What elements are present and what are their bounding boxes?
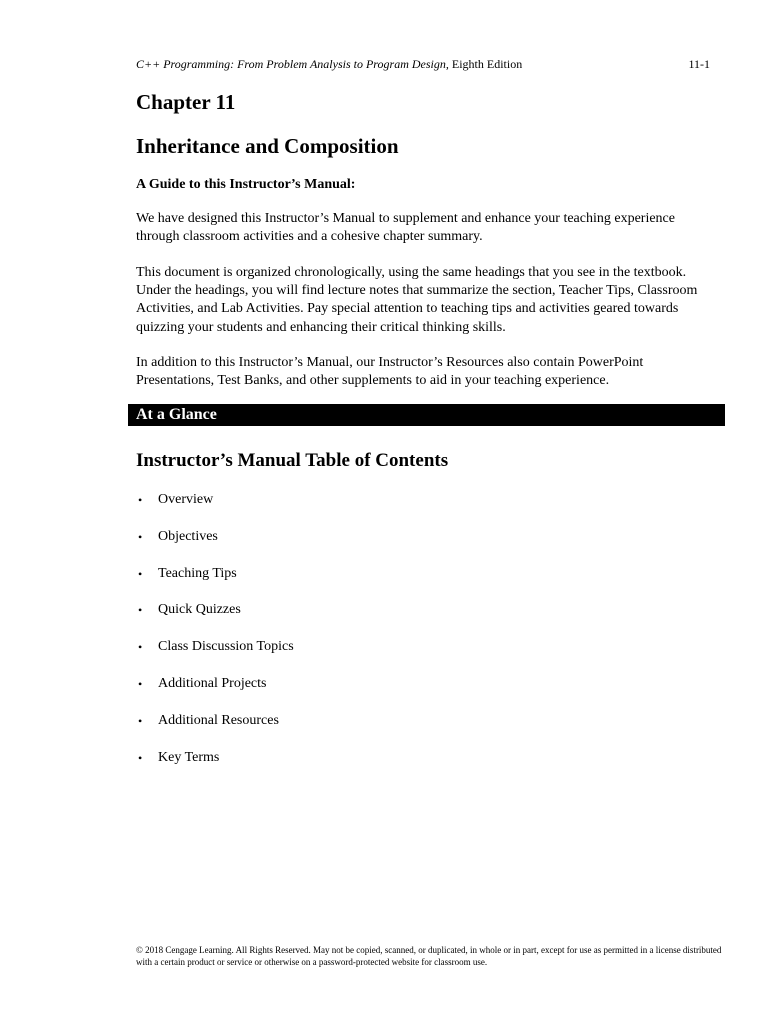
bullet-icon: •: [138, 640, 143, 655]
book-title: C++ Programming: From Problem Analysis to Program Design,: [136, 57, 449, 71]
copyright-footer: © 2018 Cengage Learning. All Rights Reserved. May not be copied, scanned, or duplicated, in whole or in part, except for use as permitted in a license distributed with a certain product or service or otherwise on a password-protected website for classroom use.: [136, 945, 722, 967]
book-edition: Eighth Edition: [451, 57, 523, 71]
toc-item-additional-projects: [136, 674, 294, 711]
toc-item-label: Objectives: [158, 528, 218, 544]
toc-item-label: Additional Projects: [158, 675, 267, 691]
page-number: 11-1: [688, 57, 710, 71]
guide-paragraph: In addition to this Instructor’s Manual, our Instructor’s Resources also contain PowerPoint Presentations, Test Banks, and other supplements to aid in your teaching experience.: [136, 355, 644, 389]
toc-item-label: Additional Resources: [158, 712, 279, 728]
bullet-icon: •: [138, 603, 143, 618]
toc-item-quick-quizzes: [136, 600, 294, 637]
guide-paragraph: This document is organized chronologically, using the same headings that you see in the textbook. Under the headings, you will find lecture notes that summarize the section, Teacher Tips, Classroom Activities, and Lab Activities. Pay special attention to teaching tips and activities geared towards quizzing your students and enhancing their critical thinking skills.: [136, 265, 698, 335]
toc-list: [136, 490, 294, 784]
toc-item-key-terms: [136, 748, 294, 785]
bullet-icon: •: [138, 750, 143, 765]
bullet-icon: •: [138, 713, 143, 728]
toc-item-teaching-tips: [136, 564, 294, 601]
guide-heading: A Guide to this Instructor’s Manual:: [136, 177, 356, 192]
toc-item-overview: [136, 490, 294, 527]
toc-title: Instructor’s Manual Table of Contents: [136, 450, 449, 471]
chapter-number: Chapter 11: [136, 90, 236, 114]
toc-item-label: Overview: [158, 492, 214, 507]
toc-item-class-discussion-topics: [136, 637, 294, 674]
toc-item-label: Quick Quizzes: [158, 602, 241, 618]
chapter-title: Inheritance and Composition: [136, 134, 399, 158]
toc-item-additional-resources: [136, 711, 294, 748]
toc-item-label: Teaching Tips: [158, 565, 237, 581]
at-a-glance-banner: At a Glance: [128, 404, 725, 426]
running-header: [136, 56, 710, 72]
toc-item-label: Class Discussion Topics: [158, 639, 294, 655]
guide-paragraph: We have designed this Instructor’s Manual to supplement and enhance your teaching experience through classroom activities and a cohesive chapter summary.: [136, 211, 675, 245]
bullet-icon: •: [138, 493, 143, 507]
toc-item-label: Key Terms: [158, 749, 220, 765]
bullet-icon: •: [138, 676, 143, 691]
bullet-icon: •: [138, 529, 143, 544]
bullet-icon: •: [138, 566, 143, 581]
toc-item-objectives: [136, 527, 294, 564]
